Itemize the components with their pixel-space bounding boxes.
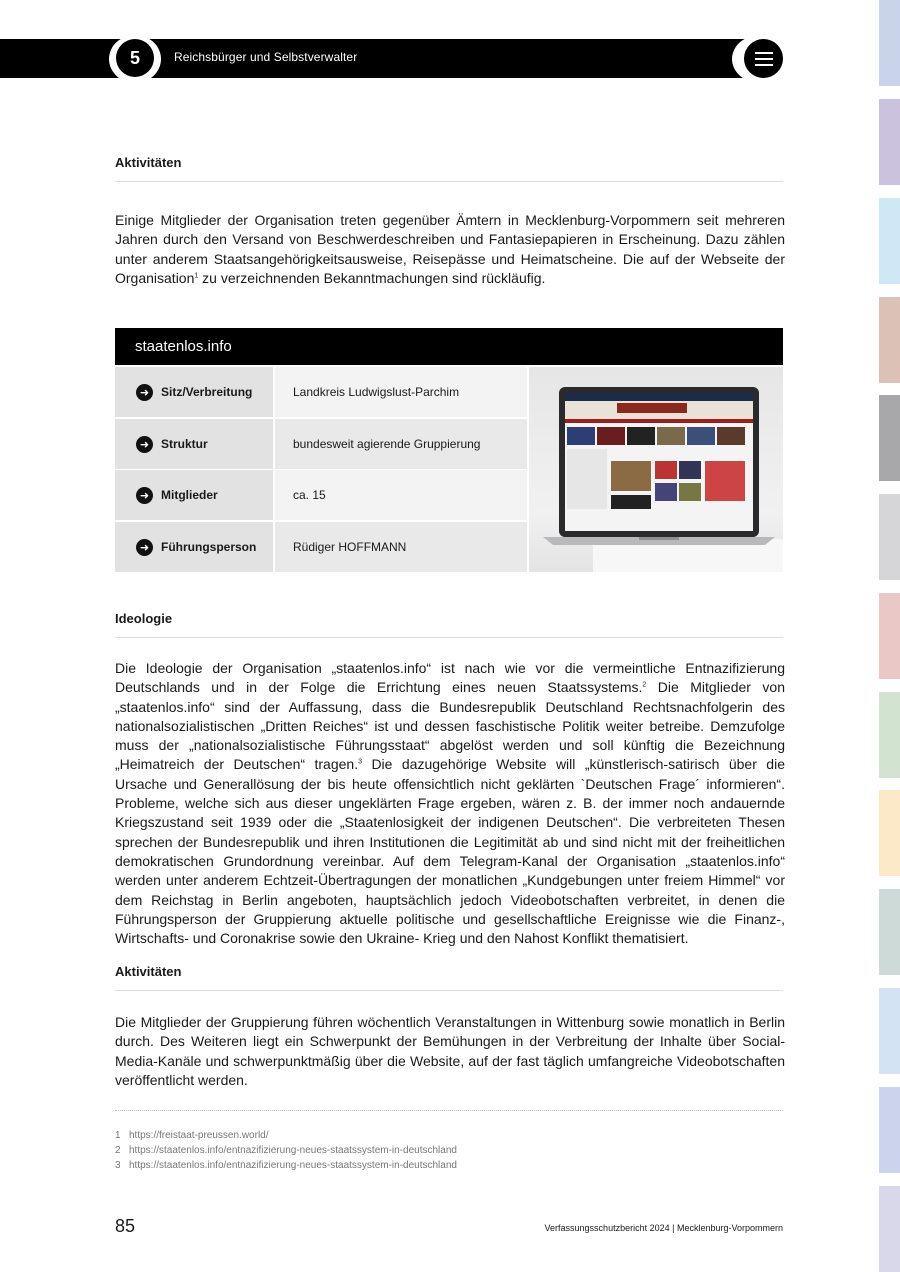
info-row (115, 470, 527, 520)
chapter-number-badge[interactable]: 5 (116, 39, 154, 77)
hamburger-icon-line (755, 58, 773, 60)
info-label: Sitz/Verbreitung (161, 385, 253, 399)
arrow-right-circle-icon: ➜ (136, 487, 153, 504)
paragraph-text: zu verzeichnenden Bekanntmachungen sind rückläufig. (198, 269, 546, 286)
footnote-number: 1 (115, 1130, 121, 1141)
info-label-cell (115, 419, 273, 469)
hamburger-icon-line (755, 52, 773, 54)
arrow-right-circle-icon: ➜ (136, 384, 153, 401)
activities-paragraph (115, 211, 785, 288)
footnote-ref[interactable]: 3 (358, 758, 362, 766)
info-value: ca. 15 (275, 470, 527, 520)
footnote-link[interactable]: https://freistaat-preussen.world/ (129, 1130, 269, 1141)
info-box-title: staatenlos.info (115, 328, 783, 365)
menu-button[interactable] (744, 39, 783, 78)
info-row (115, 522, 527, 572)
info-label: Führungsperson (161, 540, 257, 554)
section-heading-ideology: Ideologie (115, 611, 783, 638)
info-row (115, 367, 527, 417)
info-label: Struktur (161, 437, 208, 451)
side-tab-7[interactable] (879, 593, 900, 679)
footnotes-list (115, 1128, 457, 1174)
side-tab-2[interactable] (879, 99, 900, 185)
footnote (115, 1143, 457, 1158)
side-tab-12[interactable] (879, 1087, 900, 1173)
section-heading-activities: Aktivitäten (115, 155, 783, 182)
paragraph-text: Einige Mitglieder der Organisation treten gegenüber Ämtern in Mecklenburg-Vorpommern seit mehreren Jahren durch den Versand von Beschwerdeschreiben und Fantasiepapieren in Erscheinung. Dazu zählen unter anderem Staatsangehörigkeitsausweise, Reisepässe und Heimatscheine. Die auf der Webseite der Organisation (115, 212, 785, 286)
side-tab-11[interactable] (879, 988, 900, 1074)
footnote-ref[interactable]: 1 (194, 272, 199, 280)
paragraph-text: Die Mitglieder von „staatenlos.info“ sind der Auffassung, dass die Bundesrepublik Deutschland Rechtsnachfolgerin des nationalsozialistischen „Dritten Reiches“ ist und dessen faschistische Politik weiter betreibe. Demzufolge muss der „nationalsozialistische Führungsstaat“ abgelöst werden und soll künftig die Bezeichnung „Heimatreich der Deutschen“ tragen. (115, 679, 786, 773)
info-row (115, 419, 527, 469)
info-value: Rüdiger HOFFMANN (275, 522, 527, 572)
footnote-number: 3 (115, 1160, 121, 1172)
info-label: Mitglieder (161, 488, 218, 502)
footnote-link[interactable]: https://staatenlos.info/entnazifizierung-neues-staatssystem-in-deutschland (129, 1145, 457, 1157)
ideology-paragraph (115, 659, 785, 948)
footnote-number: 2 (115, 1145, 121, 1157)
footnote (115, 1128, 457, 1143)
side-tab-13[interactable] (879, 1186, 900, 1272)
side-tab-6[interactable] (879, 494, 900, 580)
page-number: 85 (115, 1216, 136, 1236)
info-label-cell (115, 522, 273, 572)
side-tab-8[interactable] (879, 692, 900, 778)
info-label-cell (115, 470, 273, 520)
side-tab-4[interactable] (879, 297, 900, 383)
arrow-right-circle-icon: ➜ (136, 436, 153, 453)
info-label-cell (115, 367, 273, 417)
activities-paragraph: Die Mitglieder der Gruppierung führen wöchentlich Veranstaltungen in Wittenburg sowie monatlich in Berlin durch. Des Weiteren liegt ein Schwerpunkt der Bemühungen in der Verbreitung der Inhalte über Social-Media-Kanäle und schwerpunktmäßig über die Website, auf der fast täglich umfangreiche Videobotschaften veröffentlicht werden. (115, 1014, 785, 1088)
footnote (115, 1158, 457, 1173)
laptop-icon (529, 367, 783, 572)
paragraph-text: Die dazugehörige Website will „künstlerisch-satirisch über die Ursache und Generallösung der bis heute offensichtlich nicht geklärten `Deutschen Frage´ informieren“. Probleme, welche sich aus dieser ungeklärten Frage ergeben, wären z. B. der immer noch andauernde Kriegszustand seit 1939 oder die „Staatenlosigkeit der indigenen Deutschen“. Die verbreiteten Thesen sprechen der Bundesrepublik und ihren Institutionen die Legitimität ab und sind nicht mit der freiheitlichen demokratischen Grundordnung vereinbar. Auf dem Telegram-Kanal der Organisation „staatenlos.info“ werden unter anderem Echtzeit-Übertragungen der monatlichen „Kundgebungen unter freiem Himmel“ vor dem Reichstag in Berlin angeboten, hauptsächlich jedoch Videobotschaften verbreitet, in denen die Führungsperson der Gruppierung aktuelle politische und gesellschaftliche Ereignisse wie die Finanz-, Wirtschafts- und Coronakrise sowie den Ukraine- Krieg und den Nahost Konflikt thematisiert. (115, 756, 785, 947)
footnote-link[interactable]: https://staatenlos.info/entnazifizierung-neues-staatssystem-in-deutschland (129, 1160, 457, 1172)
section-heading-activities: Aktivitäten (115, 964, 783, 991)
organization-info-box (115, 328, 783, 572)
side-tab-10[interactable] (879, 889, 900, 975)
footnote-ref[interactable]: 2 (642, 681, 647, 689)
side-tab-3[interactable] (879, 198, 900, 284)
arrow-right-circle-icon: ➜ (136, 539, 153, 556)
publication-title: Verfassungsschutzbericht 2024 | Mecklenburg-Vorpommern (544, 1223, 783, 1233)
laptop-website-image (529, 367, 783, 572)
info-value: bundesweit agierende Gruppierung (275, 419, 527, 469)
footnote-divider (115, 1110, 783, 1111)
paragraph-text: Die Ideologie der Organisation „staatenlos.info“ ist nach wie vor die vermeintliche Entnazifizierung Deutschlands und in der Folge die Errichtung eines neuen Staatssystems. (115, 660, 785, 696)
side-tab-9[interactable] (879, 790, 900, 876)
side-tab-1[interactable] (879, 0, 900, 86)
chapter-title: Reichsbürger und Selbstverwalter (174, 50, 358, 64)
side-tab-5[interactable] (879, 395, 900, 481)
info-value: Landkreis Ludwigslust-Parchim (275, 367, 527, 417)
chapter-side-tabs (879, 0, 900, 1272)
hamburger-icon-line (755, 64, 773, 66)
